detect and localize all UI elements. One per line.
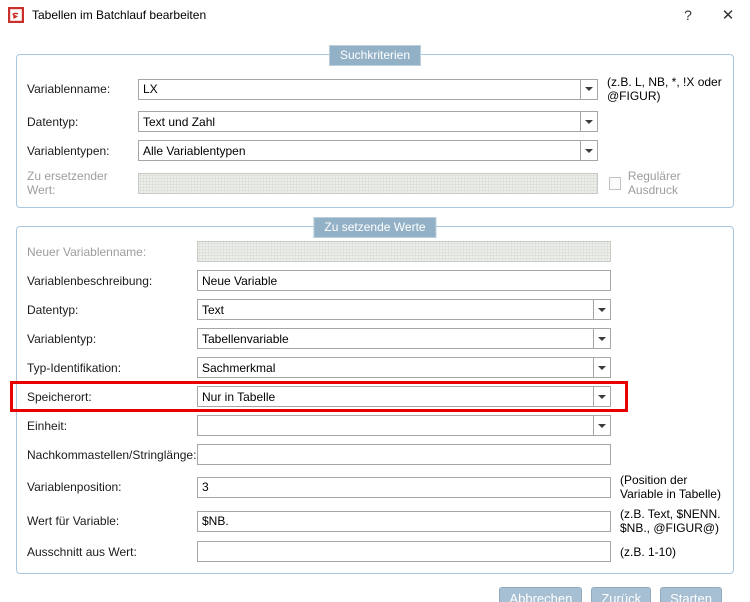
variablentyp-input[interactable] bbox=[198, 329, 593, 348]
typ-identifikation-combobox[interactable] bbox=[197, 357, 611, 378]
wert-fuer-variable-label: Wert für Variable: bbox=[27, 514, 120, 528]
zu-ersetzender-wert-field bbox=[138, 173, 598, 194]
app-icon bbox=[8, 7, 24, 23]
wert-fuer-variable-field[interactable] bbox=[197, 511, 611, 532]
zu-ersetzender-wert-input bbox=[139, 174, 597, 193]
row-variablentypen bbox=[27, 140, 723, 161]
footer-buttons bbox=[16, 587, 734, 602]
row-typ-identifikation bbox=[27, 357, 723, 378]
row-einheit bbox=[27, 415, 723, 436]
chevron-down-icon bbox=[598, 366, 606, 370]
wert-fuer-variable-hint: (z.B. Text, $NENN. $NB., @FIGUR@) bbox=[620, 507, 721, 535]
ausschnitt-aus-wert-label: Ausschnitt aus Wert: bbox=[27, 544, 137, 559]
variablentyp-combobox[interactable] bbox=[197, 328, 611, 349]
variablenbeschreibung-field[interactable] bbox=[197, 270, 611, 291]
variablenbeschreibung-label: Variablenbeschreibung: bbox=[27, 273, 153, 288]
neuer-variablenname-input bbox=[198, 242, 610, 261]
datentyp-suche-label: Datentyp: bbox=[27, 114, 79, 129]
variablentypen-label: Variablentypen: bbox=[27, 143, 110, 158]
row-datentyp-suche bbox=[27, 111, 723, 132]
einheit-input[interactable] bbox=[198, 416, 593, 435]
typ-identifikation-label: Typ-Identifikation: bbox=[27, 360, 122, 375]
variablenname-hint: (z.B. L, NB, *, !X oder @FIGUR) bbox=[607, 75, 722, 103]
variablenname-label: Variablenname: bbox=[27, 82, 111, 96]
regulaerer-ausdruck-checkbox bbox=[609, 177, 621, 190]
nachkommastellen-field[interactable] bbox=[197, 444, 611, 465]
variablenname-dropdown-button[interactable] bbox=[580, 80, 597, 99]
neuer-variablenname-field bbox=[197, 241, 611, 262]
nachkommastellen-label: Nachkommastellen/Stringlänge: bbox=[27, 447, 197, 462]
abbrechen-button[interactable]: Abbrechen bbox=[499, 587, 582, 602]
row-variablenbeschreibung bbox=[27, 270, 723, 291]
chevron-down-icon bbox=[598, 424, 606, 428]
variablenposition-hint: (Position der Variable in Tabelle) bbox=[620, 473, 721, 501]
speicherort-dropdown-button[interactable] bbox=[593, 387, 610, 406]
ausschnitt-aus-wert-hint: (z.B. 1-10) bbox=[620, 544, 677, 559]
einheit-dropdown-button[interactable] bbox=[593, 416, 610, 435]
datentyp-suche-combobox[interactable] bbox=[138, 111, 598, 132]
row-ausschnitt-aus-wert bbox=[27, 541, 723, 562]
row-variablentyp bbox=[27, 328, 723, 349]
row-wert-fuer-variable bbox=[27, 507, 723, 535]
datentyp-setzen-dropdown-button[interactable] bbox=[593, 300, 610, 319]
variablentyp-label: Variablentyp: bbox=[27, 331, 97, 346]
chevron-down-icon bbox=[598, 308, 606, 312]
window-title: Tabellen im Batchlauf bearbeiten bbox=[32, 8, 207, 22]
variablentyp-dropdown-button[interactable] bbox=[593, 329, 610, 348]
variablentypen-input[interactable] bbox=[139, 141, 580, 160]
speicherort-label: Speicherort: bbox=[27, 389, 92, 404]
variablenbeschreibung-input[interactable] bbox=[198, 271, 610, 290]
typ-identifikation-input[interactable] bbox=[198, 358, 593, 377]
regulaerer-ausdruck-checkbox-wrap bbox=[609, 169, 723, 197]
variablenposition-input[interactable] bbox=[198, 478, 610, 497]
variablenname-input[interactable] bbox=[139, 80, 580, 99]
zurueck-button[interactable]: Zurück bbox=[591, 587, 651, 602]
zu-ersetzender-wert-label: Zu ersetzender Wert: bbox=[27, 169, 108, 197]
starten-button[interactable]: Starten bbox=[660, 587, 722, 602]
row-datentyp-setzen bbox=[27, 299, 723, 320]
row-zu-ersetzender-wert bbox=[27, 169, 723, 197]
chevron-down-icon bbox=[598, 395, 606, 399]
datentyp-setzen-label: Datentyp: bbox=[27, 302, 79, 317]
datentyp-suche-input[interactable] bbox=[139, 112, 580, 131]
help-button[interactable]: ? bbox=[668, 0, 708, 30]
titlebar bbox=[0, 0, 750, 30]
group-zu-setzende-werte-title: Zu setzende Werte bbox=[313, 217, 436, 238]
chevron-down-icon bbox=[598, 337, 606, 341]
variablenname-combobox[interactable] bbox=[138, 79, 598, 100]
group-suchkriterien-title: Suchkriterien bbox=[329, 45, 421, 66]
speicherort-input[interactable] bbox=[198, 387, 593, 406]
nachkommastellen-input[interactable] bbox=[198, 445, 610, 464]
variablentypen-combobox[interactable] bbox=[138, 140, 598, 161]
ausschnitt-aus-wert-input[interactable] bbox=[198, 542, 610, 561]
typ-identifikation-dropdown-button[interactable] bbox=[593, 358, 610, 377]
datentyp-setzen-input[interactable] bbox=[198, 300, 593, 319]
datentyp-setzen-combobox[interactable] bbox=[197, 299, 611, 320]
row-speicherort bbox=[27, 386, 723, 407]
row-variablenposition bbox=[27, 473, 723, 501]
variablentypen-dropdown-button[interactable] bbox=[580, 141, 597, 160]
row-variablenname bbox=[27, 75, 723, 103]
speicherort-combobox[interactable] bbox=[197, 386, 611, 407]
row-nachkommastellen bbox=[27, 444, 723, 465]
datentyp-suche-dropdown-button[interactable] bbox=[580, 112, 597, 131]
dialog-content bbox=[0, 48, 750, 602]
close-button[interactable]: ✕ bbox=[708, 0, 748, 30]
chevron-down-icon bbox=[585, 120, 593, 124]
einheit-combobox[interactable] bbox=[197, 415, 611, 436]
ausschnitt-aus-wert-field[interactable] bbox=[197, 541, 611, 562]
row-neuer-variablenname bbox=[27, 241, 723, 262]
wert-fuer-variable-input[interactable] bbox=[198, 512, 610, 531]
regulaerer-ausdruck-label: Regulärer Ausdruck bbox=[627, 169, 681, 197]
neuer-variablenname-label: Neuer Variablenname: bbox=[27, 244, 147, 259]
chevron-down-icon bbox=[585, 87, 593, 91]
group-suchkriterien bbox=[16, 48, 734, 208]
variablenposition-field[interactable] bbox=[197, 477, 611, 498]
group-zu-setzende-werte bbox=[16, 220, 734, 574]
chevron-down-icon bbox=[585, 149, 593, 153]
variablenposition-label: Variablenposition: bbox=[27, 480, 122, 494]
einheit-label: Einheit: bbox=[27, 418, 68, 433]
